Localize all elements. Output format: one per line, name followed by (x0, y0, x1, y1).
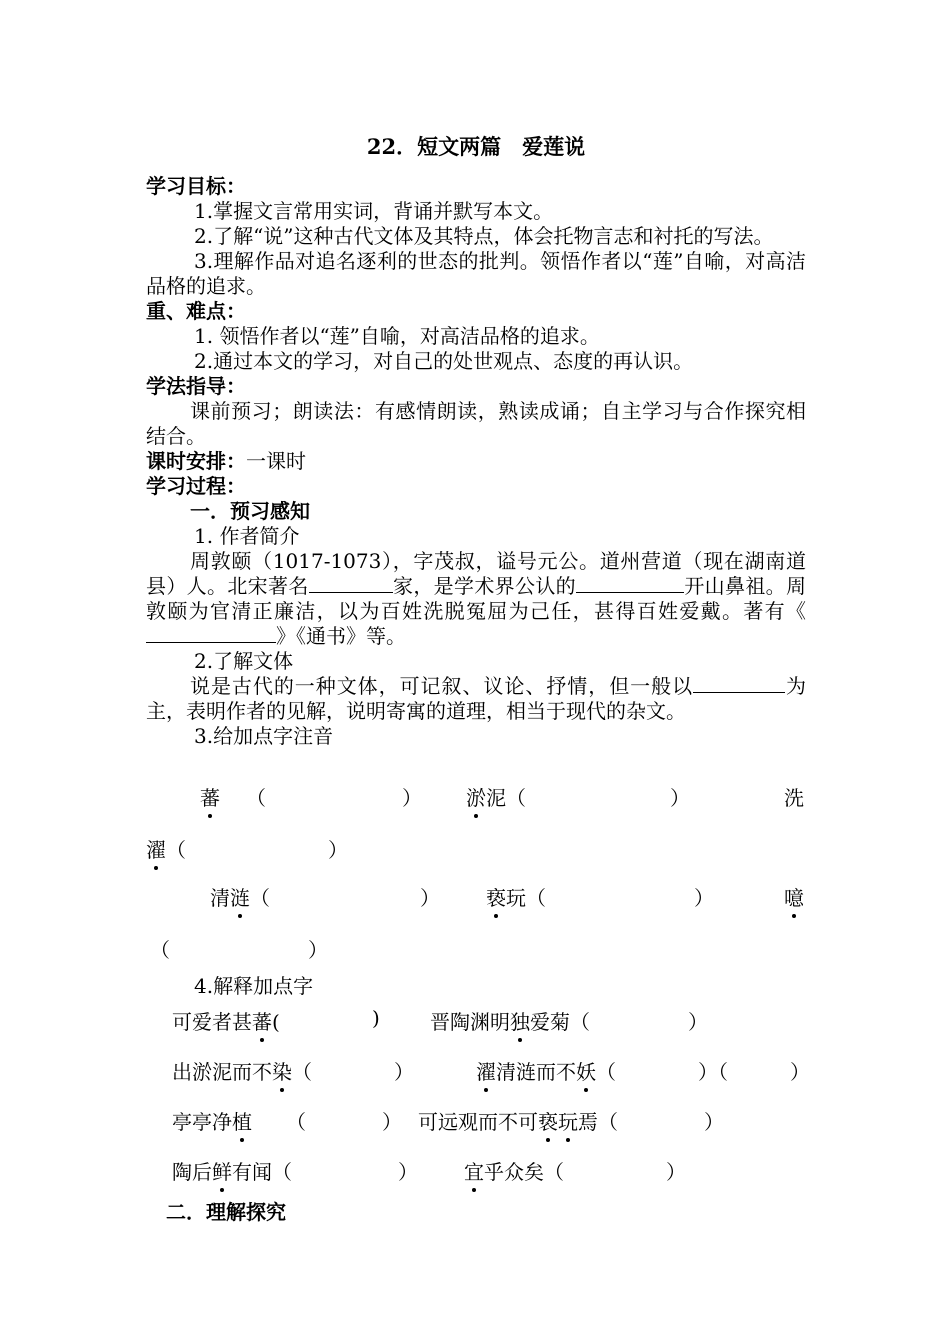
phonetic-paren-open: （ (246, 786, 266, 810)
schedule-value: 一课时 (246, 449, 306, 473)
objective-item: 3.理解作品对追名逐利的世态的批判。领悟作者以“莲”自喻，对高洁品格的追求。 (146, 249, 806, 298)
phonetic-word: 噫 (784, 882, 804, 911)
schedule-line (146, 449, 806, 474)
explain-paren-close[interactable]: ) (372, 1006, 380, 1030)
explain-paren-close[interactable]: ） (666, 1160, 686, 1184)
blank-genre[interactable] (693, 674, 785, 693)
explain-item: 陶后鲜有闻（ (172, 1156, 292, 1185)
explain-item: 出淤泥而不染（ (172, 1056, 312, 1085)
objective-item: 2.了解“说”这种古代文体及其特点，体会托物言志和衬托的写法。 (194, 224, 774, 248)
key-point-item: 1. 领悟作者以“莲”自喻，对高洁品格的追求。 (194, 324, 600, 348)
phonetic-word: 亵玩（ (486, 882, 546, 911)
process-heading: 学习过程： (146, 474, 246, 498)
phonetic-paren-close[interactable]: ） (694, 886, 714, 910)
blank-school[interactable] (309, 574, 393, 593)
phonetic-word: 淤泥（ (466, 782, 526, 811)
explain-item: 可爱者甚蕃( (172, 1006, 280, 1035)
author-intro-label: 1. 作者简介 (194, 524, 300, 548)
genre-label: 2.了解文体 (194, 649, 294, 673)
blank-founder[interactable] (576, 574, 684, 593)
explain-paren-close[interactable]: ） (382, 1110, 402, 1134)
explain-label: 4.解释加点字 (194, 974, 314, 998)
schedule-heading: 课时安排： (146, 449, 246, 473)
phonetic-word: 蕃 (200, 782, 220, 811)
explain-paren-pair[interactable]: ）（ (698, 1060, 728, 1084)
phonetic-paren-close[interactable]: ） (670, 786, 690, 810)
key-point-item: 2.通过本文的学习，对自己的处世观点、态度的再认识。 (194, 349, 694, 373)
genre-text (146, 674, 806, 724)
phonetic-word: 洗 (784, 786, 804, 810)
phonetic-paren-close: ） (308, 938, 328, 962)
explain-item: 晋陶渊明独爱菊（ (430, 1006, 590, 1035)
genre-text-b: 为主，表明作者的见解，说明寄寓的道理，相当于现代的杂文。 (146, 674, 807, 723)
section-two-heading: 二．理解探究 (166, 1200, 286, 1224)
objective-item: 1.掌握文言常用实词，背诵并默写本文。 (194, 199, 554, 223)
author-text-d: 》《通书》等。 (276, 624, 406, 648)
worksheet (146, 132, 806, 749)
section-one-heading: 一．预习感知 (190, 499, 310, 523)
explain-paren-close[interactable]: ） (394, 1060, 414, 1084)
explain-item: 亭亭净植 (172, 1106, 252, 1135)
blank-book[interactable] (146, 624, 276, 643)
phonetic-word: 清涟（ (210, 882, 270, 911)
page-title: 22．短文两篇 爱莲说 (366, 134, 586, 159)
explain-paren-close[interactable]: ） (398, 1160, 418, 1184)
explain-paren-close[interactable]: ） (790, 1060, 810, 1084)
genre-text-a: 说是古代的一种文体，可记叙、议论、抒情，但一般以 (190, 674, 694, 698)
explain-item: 可远观而不可亵玩焉（ (418, 1106, 618, 1135)
phonetic-paren-close[interactable]: ） (402, 786, 422, 810)
explain-item: 宜乎众矣（ (464, 1156, 564, 1185)
explain-paren-open[interactable]: （ (286, 1110, 306, 1134)
author-text-c: 开山鼻祖。周敦颐为官清正廉洁，以为百姓洗脱冤屈为己任，甚得百姓爱戴。著有《 (146, 574, 807, 623)
phonetic-word: 濯（ (146, 834, 186, 863)
author-text-b: 家，是学术界公认的 (392, 574, 577, 598)
phonetic-paren-open[interactable]: （ (150, 938, 170, 962)
explain-paren-close[interactable]: ） (688, 1010, 708, 1034)
objectives-heading: 学习目标： (146, 174, 246, 198)
method-text: 课前预习；朗读法：有感情朗读，熟读成诵；自主学习与合作探究相结合。 (146, 399, 806, 448)
author-intro-text (146, 549, 806, 649)
phonetic-paren-close[interactable]: ） (328, 838, 348, 862)
key-points-heading: 重、难点： (146, 299, 246, 323)
explain-paren-close[interactable]: ） (704, 1110, 724, 1134)
phonetic-label: 3.给加点字注音 (194, 724, 334, 748)
phonetic-paren-close[interactable]: ） (420, 886, 440, 910)
author-text-a: 周敦颐（1017-1073），字茂叔，谥号元公。道州营道（现在湖南道县）人。北宋著名 (146, 549, 806, 598)
method-heading: 学法指导： (146, 374, 246, 398)
explain-item: 濯清涟而不妖（ (476, 1056, 616, 1085)
